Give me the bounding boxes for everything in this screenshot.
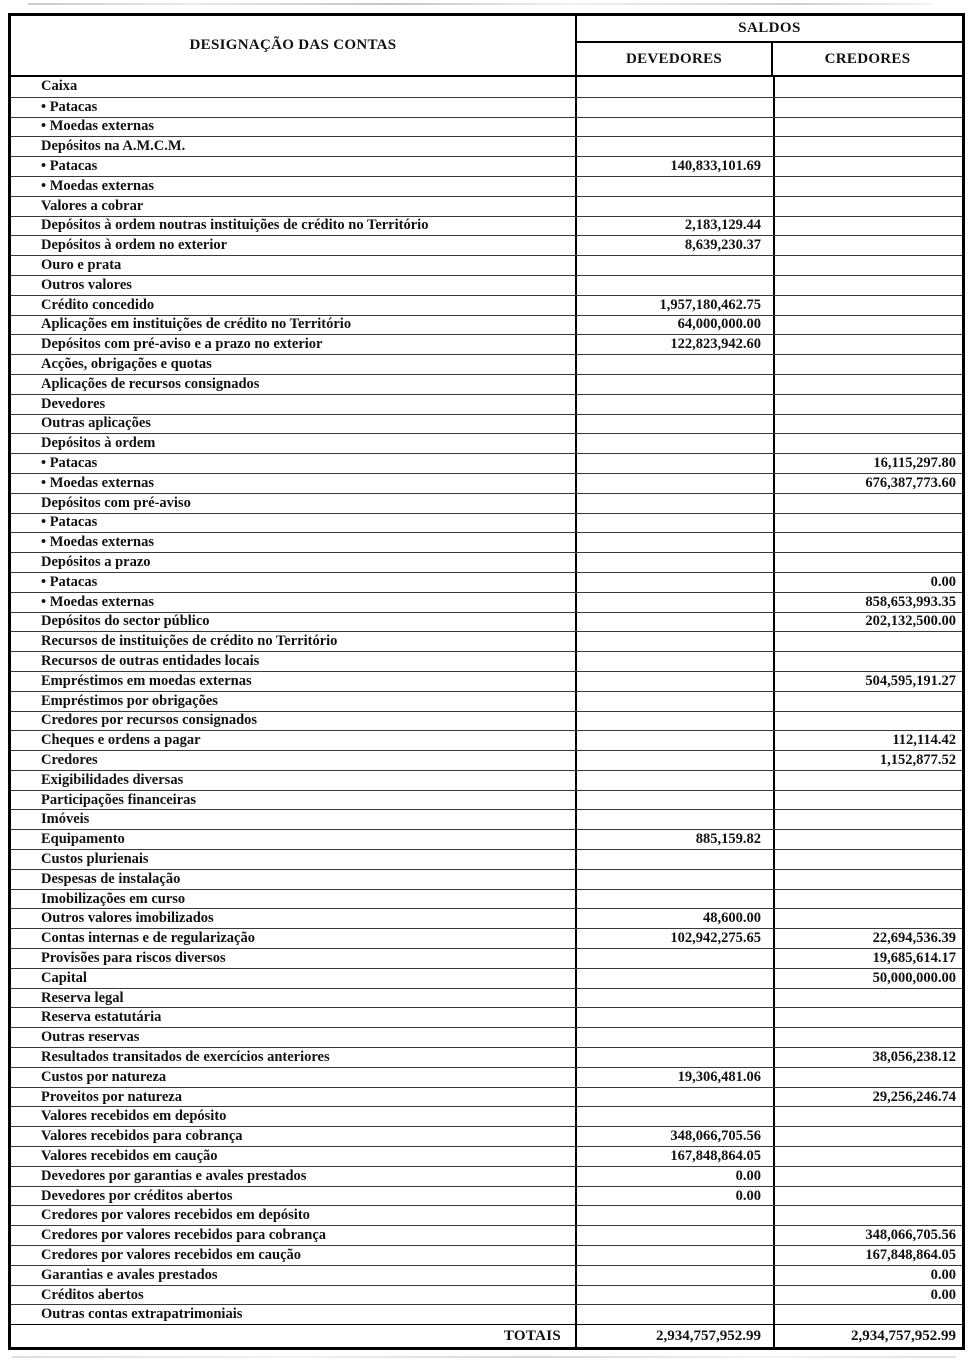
- credores-value: [775, 375, 962, 394]
- account-label: • Patacas: [11, 573, 577, 592]
- table-row: [11, 1205, 962, 1225]
- totals-label: TOTAIS: [11, 1325, 577, 1347]
- credores-value: [775, 316, 962, 335]
- table-row: [11, 394, 962, 414]
- table-row: [11, 1285, 962, 1305]
- devedores-value: [577, 969, 775, 988]
- devedores-value: [577, 118, 775, 137]
- account-label: Proveitos por natureza: [11, 1088, 577, 1107]
- account-label: Recursos de outras entidades locais: [11, 652, 577, 671]
- credores-value: 504,595,191.27: [865, 672, 956, 689]
- devedores-value: [577, 1107, 775, 1126]
- credores-value: [775, 118, 962, 137]
- devedores-value: [577, 177, 775, 196]
- saldos-header-group: [577, 16, 962, 75]
- credores-value: 16,115,297.80: [873, 455, 956, 472]
- account-label: Custos por natureza: [11, 1068, 577, 1087]
- credores-value: 112,114.42: [892, 732, 956, 749]
- account-label: • Patacas: [11, 98, 577, 117]
- credores-value: [775, 296, 962, 315]
- table-row: [11, 711, 962, 731]
- credores-value: 348,066,705.56: [865, 1227, 956, 1244]
- devedores-value: [577, 1266, 775, 1285]
- credores-value: [775, 197, 962, 216]
- scan-artifact-bottom: [12, 1356, 956, 1358]
- devedores-value: 0.00: [577, 1167, 775, 1186]
- credores-value: [775, 830, 962, 849]
- table-row: [11, 315, 962, 335]
- column-header-credores: CREDORES: [824, 50, 911, 67]
- credores-value: 22,694,536.39: [872, 930, 956, 947]
- credores-value: [775, 1167, 962, 1186]
- credores-value: [775, 1187, 962, 1206]
- account-label: Caixa: [11, 77, 577, 97]
- credores-value: [775, 157, 962, 176]
- table-row: [11, 1067, 962, 1087]
- table-row: [11, 97, 962, 117]
- table-row: [11, 136, 962, 156]
- account-label: Depósitos com pré-aviso e a prazo no exterior: [11, 335, 577, 354]
- credores-value: [775, 98, 962, 117]
- devedores-value: [577, 415, 775, 434]
- table-row: [11, 235, 962, 255]
- credores-value: [775, 553, 962, 572]
- table-row: [11, 1265, 962, 1285]
- table-row: [11, 1106, 962, 1126]
- credores-value: [775, 217, 962, 236]
- table-row: [11, 354, 962, 374]
- devedores-value: 885,159.82: [577, 830, 775, 849]
- devedores-value: [577, 989, 775, 1008]
- credores-value: [775, 236, 962, 255]
- account-label: Devedores: [11, 395, 577, 414]
- account-label: Depósitos a prazo: [11, 553, 577, 572]
- credores-value: [775, 850, 962, 869]
- devedores-value: [577, 197, 775, 216]
- credores-value: [775, 791, 962, 810]
- devedores-value: 348,066,705.56: [577, 1127, 775, 1146]
- credores-value: [775, 870, 962, 889]
- credores-value: [775, 1206, 962, 1225]
- credores-value: [775, 256, 962, 275]
- devedores-value: [577, 494, 775, 513]
- devedores-value: [577, 712, 775, 731]
- account-label: Equipamento: [11, 830, 577, 849]
- devedores-value: 0.00: [577, 1187, 775, 1206]
- account-label: Capital: [11, 969, 577, 988]
- account-label: Credores por valores recebidos em caução: [11, 1246, 577, 1265]
- credores-value: 858,653,993.35: [865, 593, 956, 610]
- account-label: Imobilizações em curso: [11, 890, 577, 909]
- account-label: • Moedas externas: [11, 533, 577, 552]
- credores-value: 29,256,246.74: [872, 1088, 956, 1105]
- account-label: Recursos de instituições de crédito no Território: [11, 632, 577, 651]
- credores-value: [775, 137, 962, 156]
- table-row: [11, 77, 962, 97]
- devedores-value: [577, 1088, 775, 1107]
- account-label: Depósitos à ordem: [11, 434, 577, 453]
- account-label: Garantias e avales prestados: [11, 1266, 577, 1285]
- credores-value: [775, 533, 962, 552]
- table-row: [11, 295, 962, 315]
- table-header: [11, 16, 962, 77]
- table-row: [11, 453, 962, 473]
- table-row: [11, 117, 962, 137]
- credores-value: [775, 989, 962, 1008]
- devedores-value: [577, 533, 775, 552]
- credores-value: [775, 810, 962, 829]
- account-label: Ouro e prata: [11, 256, 577, 275]
- devedores-value: 19,306,481.06: [577, 1068, 775, 1087]
- account-label: Outras aplicações: [11, 415, 577, 434]
- totals-credores-value: 2,934,757,952.99: [851, 1327, 956, 1344]
- devedores-value: [577, 276, 775, 295]
- table-row: [11, 513, 962, 533]
- scan-artifact-top: [28, 3, 933, 5]
- devedores-value: [577, 514, 775, 533]
- devedores-value: [577, 1226, 775, 1245]
- credores-value: 167,848,864.05: [865, 1246, 956, 1263]
- account-label: Resultados transitados de exercícios anteriores: [11, 1048, 577, 1067]
- table-row: [11, 493, 962, 513]
- devedores-value: [577, 454, 775, 473]
- devedores-value: [577, 375, 775, 394]
- devedores-value: [577, 791, 775, 810]
- devedores-value: [577, 613, 775, 632]
- account-label: • Moedas externas: [11, 593, 577, 612]
- table-row: [11, 1304, 962, 1324]
- table-row: [11, 1186, 962, 1206]
- table-row: [11, 433, 962, 453]
- table-row: [11, 255, 962, 275]
- account-label: Imóveis: [11, 810, 577, 829]
- totals-devedores-value: 2,934,757,952.99: [577, 1325, 775, 1347]
- table-row: [11, 730, 962, 750]
- column-header-designacao-das-contas: DESIGNAÇÃO DAS CONTAS: [11, 16, 577, 75]
- account-label: Contas internas e de regularização: [11, 929, 577, 948]
- devedores-value: [577, 949, 775, 968]
- account-label: Depósitos à ordem no exterior: [11, 236, 577, 255]
- devedores-value: [577, 256, 775, 275]
- devedores-value: [577, 1008, 775, 1027]
- table-row: [11, 829, 962, 849]
- devedores-value: 167,848,864.05: [577, 1147, 775, 1166]
- table-row: [11, 1126, 962, 1146]
- table-row: [11, 156, 962, 176]
- account-label: • Moedas externas: [11, 177, 577, 196]
- credores-value: 676,387,773.60: [865, 474, 956, 491]
- devedores-value: [577, 137, 775, 156]
- table-row: [11, 671, 962, 691]
- table-row: [11, 1146, 962, 1166]
- table-row: [11, 631, 962, 651]
- credores-value: [775, 77, 962, 97]
- trial-balance-table: [8, 13, 965, 1350]
- credores-value: [775, 1147, 962, 1166]
- table-row: [11, 592, 962, 612]
- devedores-value: [577, 731, 775, 750]
- account-label: Depósitos na A.M.C.M.: [11, 137, 577, 156]
- account-label: Outras reservas: [11, 1028, 577, 1047]
- credores-value: 19,685,614.17: [872, 949, 956, 966]
- table-row: [11, 869, 962, 889]
- account-label: Participações financeiras: [11, 791, 577, 810]
- credores-value: 0.00: [930, 1286, 956, 1303]
- table-row: [11, 770, 962, 790]
- credores-value: [775, 632, 962, 651]
- devedores-value: 8,639,230.37: [577, 236, 775, 255]
- account-label: Devedores por garantias e avales prestados: [11, 1167, 577, 1186]
- table-row: [11, 988, 962, 1008]
- table-row: [11, 1007, 962, 1027]
- account-label: • Patacas: [11, 157, 577, 176]
- credores-value: [775, 514, 962, 533]
- table-row: [11, 572, 962, 592]
- devedores-value: [577, 593, 775, 612]
- credores-value: 202,132,500.00: [865, 613, 956, 630]
- credores-value: [775, 1008, 962, 1027]
- totals-row: [11, 1324, 962, 1347]
- table-row: [11, 473, 962, 493]
- credores-value: [775, 335, 962, 354]
- account-label: Devedores por créditos abertos: [11, 1187, 577, 1206]
- credores-value: 0.00: [930, 573, 956, 590]
- credores-value: [775, 890, 962, 909]
- table-row: [11, 928, 962, 948]
- account-label: Credores: [11, 751, 577, 770]
- devedores-value: [577, 890, 775, 909]
- credores-value: 38,056,238.12: [872, 1048, 956, 1065]
- account-label: • Patacas: [11, 514, 577, 533]
- devedores-value: [577, 751, 775, 770]
- devedores-value: [577, 632, 775, 651]
- account-label: Aplicações em instituições de crédito no Território: [11, 316, 577, 335]
- devedores-value: 122,823,942.60: [577, 335, 775, 354]
- credores-value: [775, 1127, 962, 1146]
- account-label: Aplicações de recursos consignados: [11, 375, 577, 394]
- table-row: [11, 849, 962, 869]
- account-label: Credores por recursos consignados: [11, 712, 577, 731]
- devedores-value: [577, 77, 775, 97]
- credores-value: [775, 1028, 962, 1047]
- credores-value: [775, 1305, 962, 1324]
- devedores-value: [577, 474, 775, 493]
- account-label: Créditos abertos: [11, 1286, 577, 1305]
- table-row: [11, 374, 962, 394]
- table-row: [11, 1087, 962, 1107]
- account-label: Acções, obrigações e quotas: [11, 355, 577, 374]
- account-label: Valores recebidos para cobrança: [11, 1127, 577, 1146]
- table-row: [11, 1166, 962, 1186]
- account-label: Crédito concedido: [11, 296, 577, 315]
- table-row: [11, 334, 962, 354]
- credores-value: [775, 1107, 962, 1126]
- account-label: Depósitos do sector público: [11, 613, 577, 632]
- table-row: [11, 790, 962, 810]
- devedores-value: 140,833,101.69: [577, 157, 775, 176]
- credores-value: [775, 276, 962, 295]
- table-row: [11, 948, 962, 968]
- column-header-saldos: SALDOS: [577, 16, 962, 43]
- account-label: Exigibilidades diversas: [11, 771, 577, 790]
- table-row: [11, 750, 962, 770]
- credores-value: [775, 355, 962, 374]
- account-label: Despesas de instalação: [11, 870, 577, 889]
- account-label: Valores a cobrar: [11, 197, 577, 216]
- credores-value: [775, 712, 962, 731]
- account-label: Depósitos com pré-aviso: [11, 494, 577, 513]
- account-label: Reserva legal: [11, 989, 577, 1008]
- table-row: [11, 532, 962, 552]
- credores-value: [775, 692, 962, 711]
- column-header-devedores: DEVEDORES: [577, 43, 773, 75]
- devedores-value: 48,600.00: [577, 909, 775, 928]
- devedores-value: [577, 810, 775, 829]
- saldos-subheader-row: [577, 43, 962, 75]
- devedores-value: [577, 870, 775, 889]
- credores-value: [775, 395, 962, 414]
- devedores-value: [577, 850, 775, 869]
- account-label: • Patacas: [11, 454, 577, 473]
- devedores-value: 2,183,129.44: [577, 217, 775, 236]
- account-label: Valores recebidos em depósito: [11, 1107, 577, 1126]
- credores-value: [775, 652, 962, 671]
- table-row: [11, 691, 962, 711]
- devedores-value: [577, 672, 775, 691]
- table-row: [11, 651, 962, 671]
- table-row: [11, 908, 962, 928]
- table-row: [11, 1047, 962, 1067]
- table-row: [11, 1225, 962, 1245]
- credores-value: [775, 434, 962, 453]
- devedores-value: [577, 434, 775, 453]
- table-row: [11, 889, 962, 909]
- account-label: Outros valores: [11, 276, 577, 295]
- devedores-value: [577, 98, 775, 117]
- devedores-value: [577, 1206, 775, 1225]
- account-label: • Moedas externas: [11, 118, 577, 137]
- credores-value: 1,152,877.52: [879, 751, 956, 768]
- credores-value: 0.00: [930, 1266, 956, 1283]
- table-row: [11, 176, 962, 196]
- devedores-value: [577, 692, 775, 711]
- account-label: Cheques e ordens a pagar: [11, 731, 577, 750]
- account-label: Credores por valores recebidos para cobrança: [11, 1226, 577, 1245]
- table-row: [11, 612, 962, 632]
- credores-value: [775, 494, 962, 513]
- table-row: [11, 809, 962, 829]
- account-label: Valores recebidos em caução: [11, 1147, 577, 1166]
- devedores-value: 102,942,275.65: [577, 929, 775, 948]
- table-row: [11, 196, 962, 216]
- credores-value: [775, 177, 962, 196]
- devedores-value: [577, 355, 775, 374]
- account-label: Empréstimos em moedas externas: [11, 672, 577, 691]
- account-label: Credores por valores recebidos em depósito: [11, 1206, 577, 1225]
- devedores-value: [577, 771, 775, 790]
- devedores-value: 64,000,000.00: [577, 316, 775, 335]
- account-label: Custos plurienais: [11, 850, 577, 869]
- devedores-value: [577, 1246, 775, 1265]
- credores-value: [775, 1068, 962, 1087]
- devedores-value: [577, 652, 775, 671]
- table-row: [11, 1027, 962, 1047]
- account-label: Outras contas extrapatrimoniais: [11, 1305, 577, 1324]
- account-label: Reserva estatutária: [11, 1008, 577, 1027]
- table-row: [11, 1245, 962, 1265]
- account-label: Provisões para riscos diversos: [11, 949, 577, 968]
- devedores-value: 1,957,180,462.75: [577, 296, 775, 315]
- credores-value: 50,000,000.00: [872, 969, 956, 986]
- devedores-value: [577, 573, 775, 592]
- table-row: [11, 275, 962, 295]
- table-body: [11, 77, 962, 1324]
- devedores-value: [577, 1286, 775, 1305]
- account-label: Depósitos à ordem noutras instituições de crédito no Território: [11, 217, 577, 236]
- account-label: Outros valores imobilizados: [11, 909, 577, 928]
- table-row: [11, 216, 962, 236]
- credores-value: [775, 909, 962, 928]
- devedores-value: [577, 1305, 775, 1324]
- devedores-value: [577, 395, 775, 414]
- credores-value: [775, 415, 962, 434]
- table-row: [11, 552, 962, 572]
- devedores-value: [577, 1048, 775, 1067]
- table-row: [11, 968, 962, 988]
- table-row: [11, 414, 962, 434]
- devedores-value: [577, 1028, 775, 1047]
- account-label: • Moedas externas: [11, 474, 577, 493]
- account-label: Empréstimos por obrigações: [11, 692, 577, 711]
- credores-value: [775, 771, 962, 790]
- devedores-value: [577, 553, 775, 572]
